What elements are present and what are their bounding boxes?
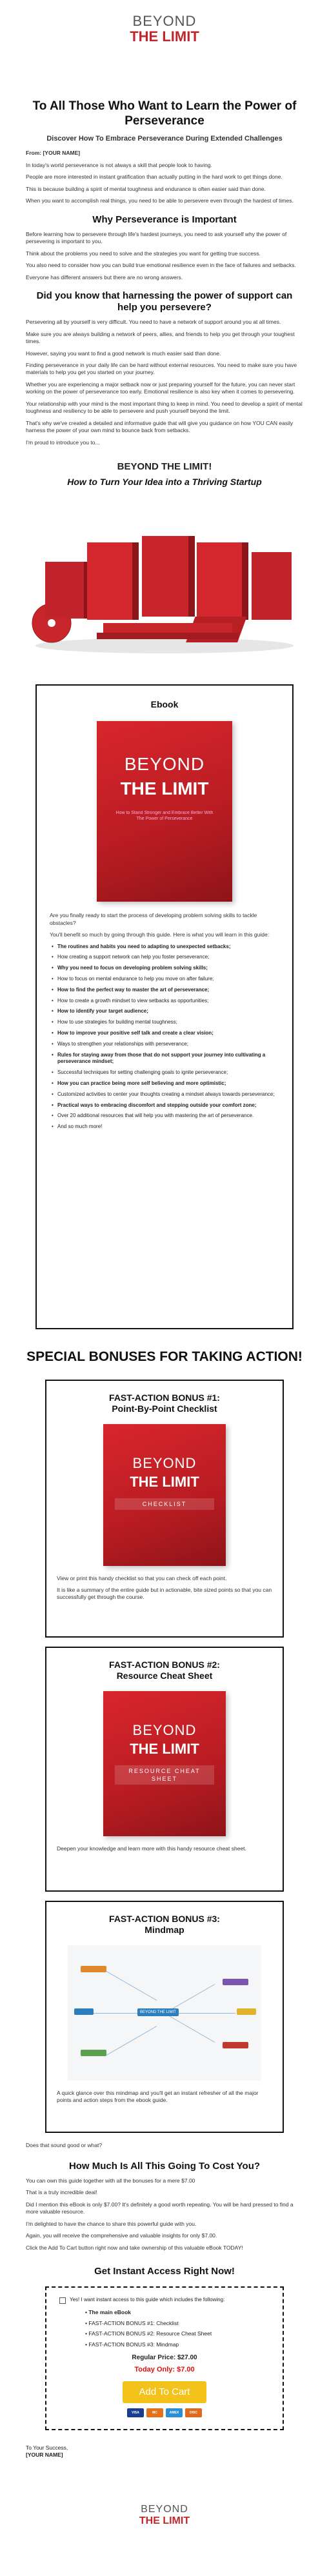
ebook-benefit-item: • How creating a support network can help you foster perseverance;: [50, 954, 279, 961]
bonus3-box: [45, 1901, 284, 2133]
support-heading: Did you know that harnessing the power of support can help you persevere?: [36, 290, 293, 313]
ebook-benefit-item: • Customized activities to center your thoughts creating a mindset always towards perseverance;: [50, 1091, 279, 1098]
bonus2-cover: [103, 1691, 226, 1836]
order-checkbox-label: Yes! I want instant access to this guide which includes the following:: [70, 2297, 225, 2303]
bonus2-title-line1: FAST-ACTION BONUS #2:: [109, 1659, 220, 1670]
signature: [26, 2444, 303, 2459]
order-box: [45, 2286, 284, 2430]
pricing-paragraph: That is a truly incredible deal!: [26, 2189, 97, 2196]
ebook-benefit-item: • How to use strategies for building mental toughness;: [50, 1019, 279, 1026]
ebook-benefit-item: • Successful techniques for setting challenging goals to ignite perseverance;: [50, 1069, 279, 1076]
ebook-benefit-item: • The routines and habits you need to adapting to unexpected setbacks;: [50, 944, 279, 951]
from-name: [YOUR NAME]: [43, 150, 81, 157]
pricing-heading: How Much Is All This Going To Cost You?: [68, 2161, 261, 2172]
ebook-box: [35, 684, 294, 1329]
bonus1-description: [46, 1566, 283, 1601]
ebook-benefit-item: • How to find the perfect way to master the art of perseverance;: [50, 987, 279, 994]
page-subheadline: Discover How To Embrace Perseverance During Extended Challenges: [46, 134, 283, 143]
ebook-title: Ebook: [150, 699, 179, 710]
ebook-cover-line2: THE LIMIT: [120, 778, 209, 799]
mindmap-branch: [81, 2050, 106, 2056]
ebook-benefit-item: • How to improve your positive self talk and create a clear vision;: [50, 1030, 279, 1037]
why-paragraph: Everyone has different answers but there are no wrong answers.: [26, 273, 183, 281]
ebook-benefit-item: • Rules for staying away from those that do not support your journey into cultivating a perseverance mindset;: [50, 1052, 279, 1066]
bonus2-cover-line1: BEYOND: [132, 1721, 197, 1738]
add-to-cart-button[interactable]: Add To Cart: [123, 2381, 206, 2403]
pricing-paragraph: You can own this guide together with all the bonuses for a mere $7.00: [26, 2177, 195, 2185]
intro-paragraph: This is because building a spirit of mental toughness and endurance is often easier said than done.: [26, 185, 266, 192]
mindmap-branch: [81, 1966, 106, 1972]
signature-line1: To Your Success,: [26, 2444, 68, 2451]
order-items-list: [85, 2309, 270, 2348]
support-paragraph: Persevering all by yourself is very difficult. You need to have a network of support around you at all times.: [26, 319, 281, 326]
support-paragraph: However, saying you want to find a good network is much easier said than done.: [26, 350, 221, 357]
page-headline: To All Those Who Want to Learn the Power of Perseverance: [32, 99, 297, 128]
product-bundle-graphic: [26, 497, 303, 659]
pricing-paragraph: Did I mention this eBook is only $7.00? It's definitely a good worth repeating. You will be hard pressed to find a more valuable resource.: [26, 2201, 294, 2215]
intro-paragraph: In today's world perseverance is not always a skill that people look to having.: [26, 161, 212, 168]
product-name: BEYOND THE LIMIT!: [117, 461, 212, 473]
bonus2-description: [46, 1836, 283, 1852]
ebook-benefit-item: • Ways to strengthen your relationships with perseverance;: [50, 1041, 279, 1048]
regular-price: Regular Price: $27.00: [132, 2354, 197, 2362]
ebook-benefit-item: • How you can practice being more self believing and more optimistic;: [50, 1080, 279, 1087]
footer-logo-line2: THE LIMIT: [139, 2515, 190, 2526]
discover-icon: DISC: [185, 2408, 202, 2417]
logo-line2: THE LIMIT: [130, 28, 199, 45]
order-checkbox[interactable]: [59, 2297, 66, 2304]
visa-icon: VISA: [127, 2408, 144, 2417]
ebook-benefit-item: • Why you need to focus on developing problem solving skills;: [50, 965, 279, 972]
pricing-paragraph: Again, you will receive the comprehensive and valuable insights for only $7.00.: [26, 2232, 217, 2239]
ebook-benefit-item: • How to identify your target audience;: [50, 1008, 279, 1015]
mindmap-branch: [223, 1979, 248, 1985]
why-paragraph: Before learning how to persevere through life's hardest journeys, you need to ask yourself why the power of persevering is important to you.: [26, 230, 287, 245]
mindmap-branch: [74, 2008, 94, 2015]
bonus2-paragraph: Deepen your knowledge and learn more with this handy resource cheat sheet.: [57, 1845, 246, 1852]
bonus3-title: [46, 1902, 283, 1936]
bonus2-title-line2: Resource Cheat Sheet: [116, 1670, 213, 1681]
from-label: From:: [26, 150, 42, 157]
order-item: • The main eBook: [85, 2309, 270, 2316]
bonus3-description: [46, 2081, 283, 2105]
bonus1-title-line2: Point-By-Point Checklist: [112, 1403, 217, 1414]
bonus3-title-line2: Mindmap: [145, 1925, 184, 1936]
why-heading: Why Perseverance is Important: [92, 213, 237, 225]
bonus2-cover-line2: THE LIMIT: [130, 1741, 199, 1758]
logo-line1: BEYOND: [132, 13, 197, 29]
mindmap-branch: [237, 2008, 256, 2015]
ebook-paragraph: Are you finally ready to start the process of developing problem solving skills to tackle obstacles?: [50, 912, 257, 926]
bonus3-paragraph: A quick glance over this mindmap and you'll get an instant refresher of all the major points and action steps from the ebook guide.: [57, 2089, 259, 2104]
pricing-paragraph: I'm delighted to have the chance to share this powerful guide with you.: [26, 2220, 197, 2227]
ebook-benefits-list: [50, 944, 279, 1131]
bonus3-title-line1: FAST-ACTION BONUS #3:: [109, 1913, 220, 1924]
support-paragraph: I'm proud to introduce you to...: [26, 439, 100, 446]
pricing-lead: Does that sound good or what?: [26, 2141, 103, 2148]
bonus2-cover-band: RESOURCE CHEAT SHEET: [115, 1765, 214, 1785]
mindmap-center-node: BEYOND THE LIMIT: [137, 2008, 179, 2016]
support-paragraph: That's why we've created a detailed and informative guide that will give you guidance on how YOU CAN easily harness the power of your own mind to bounce back from setbacks.: [26, 419, 294, 434]
product-bundle-image: [26, 497, 303, 659]
intro-paragraph: People are more interested in instant gratification than actually putting in the hard work to get things done.: [26, 173, 283, 181]
bonus1-title-line1: FAST-ACTION BONUS #1:: [109, 1392, 220, 1403]
from-line: [26, 150, 303, 157]
ebook-benefit-item: • How to create a growth mindset to view setbacks as opportunities;: [50, 998, 279, 1005]
bonus1-cover-band: CHECKLIST: [115, 1498, 214, 1510]
pricing-paragraph: Click the Add To Cart button right now and take ownership of this valuable eBook TODAY!: [26, 2244, 243, 2251]
ebook-description: [37, 902, 292, 1131]
mindmap-branch: [223, 2042, 248, 2048]
bonuses-heading: SPECIAL BONUSES FOR TAKING ACTION!: [26, 1349, 303, 1365]
bonus1-paragraph: View or print this handy checklist so that you can check off each point.: [57, 1574, 227, 1581]
ebook-benefit-item: • Practical ways to embracing discomfort and stepping outside your comfort zone;: [50, 1102, 279, 1109]
support-paragraph: Make sure you are always building a network of peers, allies, and friends to help you get through your toughest times.: [26, 330, 295, 345]
bonus1-box: [45, 1380, 284, 1638]
order-item: • FAST-ACTION BONUS #1: Checklist: [85, 2320, 270, 2327]
ebook-benefit-item: • How to focus on mental endurance to help you move on after failure;: [50, 976, 279, 983]
amex-icon: AMEX: [166, 2408, 183, 2417]
payment-methods: [59, 2408, 270, 2417]
support-paragraph: Finding perseverance in your daily life can be hard without external resources. You need to make sure you have materials to help you get you started on your journey.: [26, 362, 297, 376]
order-item: • FAST-ACTION BONUS #2: Resource Cheat Sheet: [85, 2330, 270, 2337]
footer-logo-line1: BEYOND: [141, 2503, 188, 2515]
ebook-paragraph: You'll benefit so much by going through this guide. Here is what you will learn in this guide:: [50, 931, 270, 938]
why-paragraph: Think about the problems you need to solve and the strategies you want for getting true success.: [26, 250, 261, 257]
order-heading: Get Instant Access Right Now!: [94, 2266, 235, 2277]
signature-name: [YOUR NAME]: [26, 2452, 63, 2459]
ebook-cover-subtitle: How to Stand Stronger and Embrace Better With The Power of Perseverance: [115, 810, 214, 822]
bonus1-cover-line2: THE LIMIT: [130, 1474, 199, 1491]
support-paragraph: Whether you are experiencing a major setback now or just preparing yourself for the future, you can never start working on the power of perseverance too early. Emotional resilience is also key when it comes to persevering.: [26, 381, 295, 395]
support-paragraph: Your relationship with your mind is the most important thing to keep in mind. You need to develop a spirit of mental toughness and resiliency to be able to persevere and push yourself beyond the limit.: [26, 400, 303, 415]
product-tagline: How to Turn Your Idea into a Thriving Startup: [67, 477, 262, 488]
order-item: • FAST-ACTION BONUS #3: Mindmap: [85, 2341, 270, 2348]
site-header: [0, 0, 329, 90]
bonus2-box: [45, 1647, 284, 1892]
today-price: Today Only: $7.00: [134, 2365, 195, 2373]
bonus1-cover: [103, 1424, 226, 1566]
order-checkbox-row[interactable]: [59, 2297, 270, 2304]
ebook-cover-line1: BEYOND: [124, 754, 205, 775]
bonus2-title: [46, 1648, 283, 1682]
ebook-cover: [97, 721, 232, 902]
bonus1-title: [46, 1381, 283, 1415]
ebook-benefit-item: • And so much more!: [50, 1124, 279, 1131]
site-footer: [26, 2504, 303, 2526]
ebook-benefit-item: • Over 20 additional resources that will help you with mastering the art of perseverance.: [50, 1113, 279, 1120]
mastercard-icon: MC: [146, 2408, 163, 2417]
main-content: [26, 99, 303, 2526]
bonus1-cover-line1: BEYOND: [132, 1454, 197, 1471]
why-paragraph: You also need to consider how you can build true emotional resilience even in the face of failures and setbacks.: [26, 262, 296, 269]
intro-paragraph: When you want to accomplish real things, you need to be able to persevere even through the hardest of times.: [26, 197, 294, 204]
bonus1-paragraph: It is like a summary of the entire guide but in actionable, bite sized points so that you can successfully get through the course.: [57, 1587, 272, 1601]
mindmap-image: [68, 1945, 261, 2081]
